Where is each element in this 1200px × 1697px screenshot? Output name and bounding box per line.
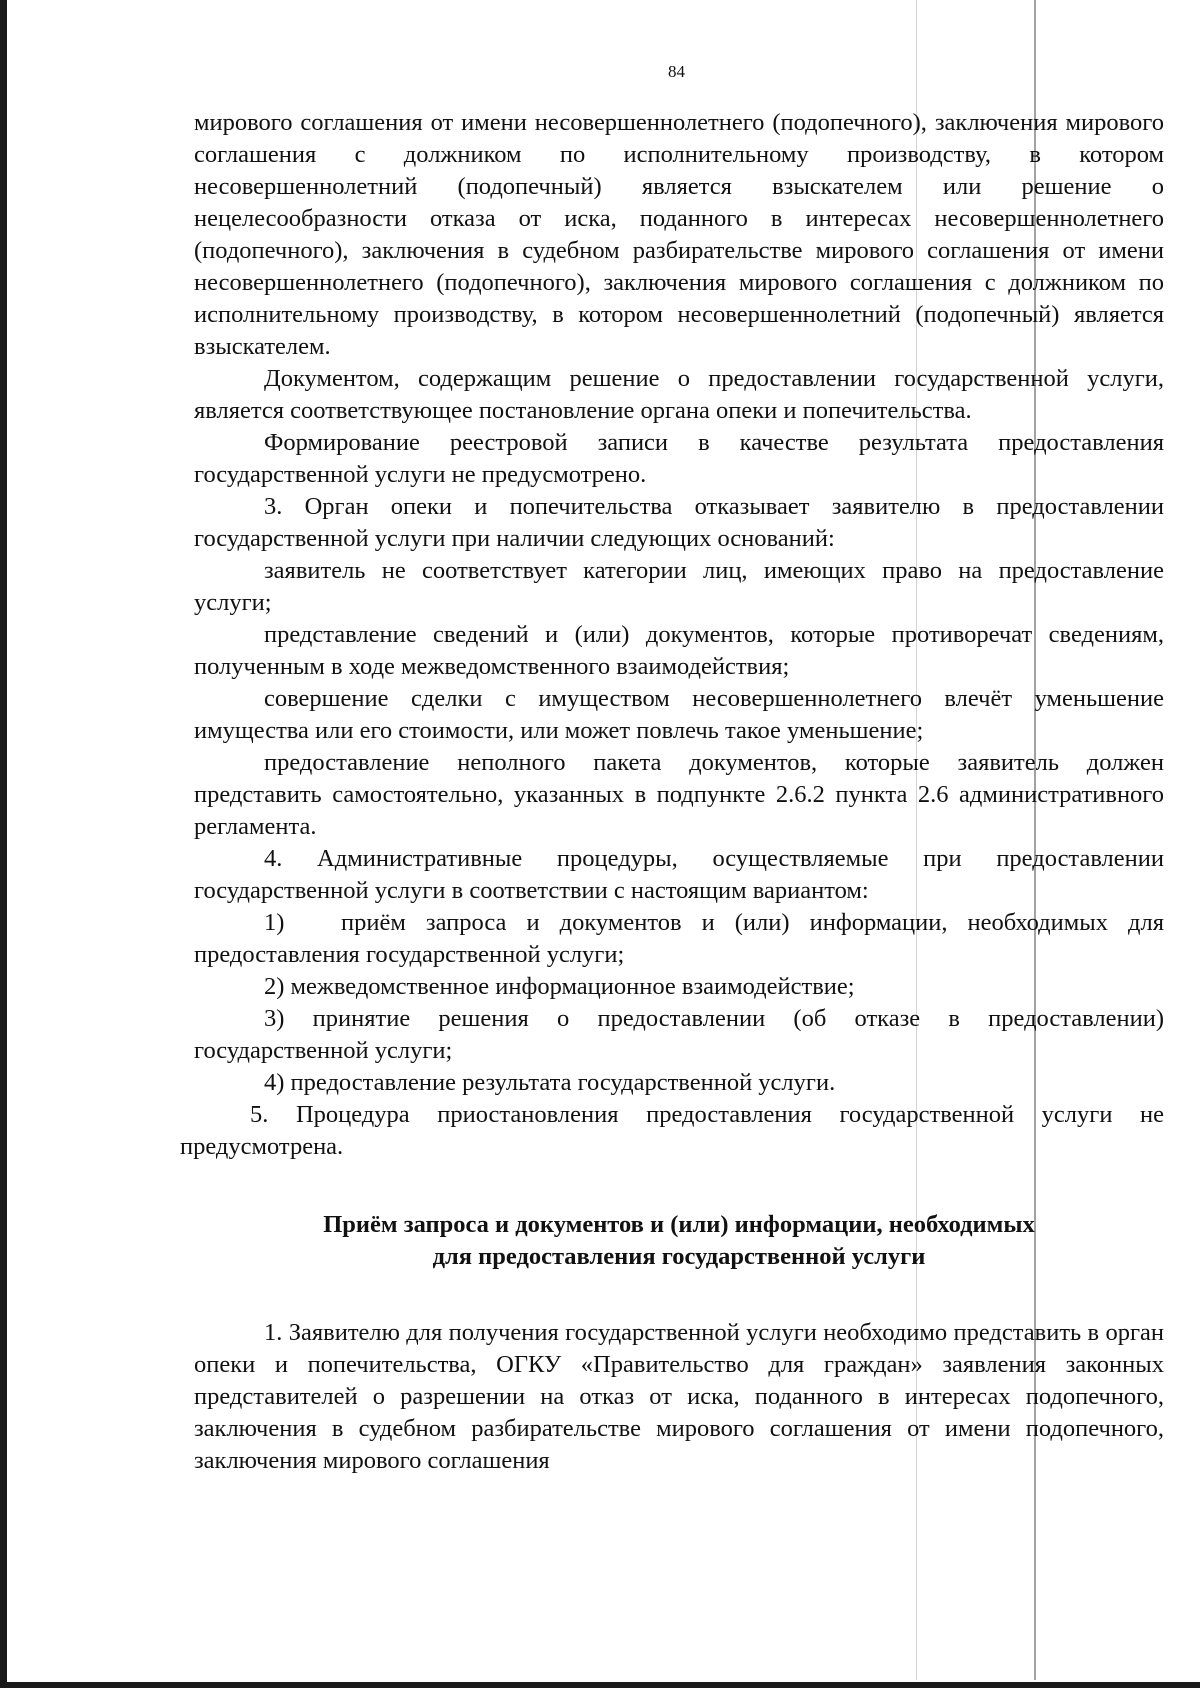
list-item-1 (194, 907, 1164, 971)
paragraph: 5. Процедура приостановления предоставления государственной услуги не предусмотрена. (180, 1101, 1164, 1160)
paragraphs-top (194, 107, 1164, 907)
section-heading-line-2: для предоставления государственной услуги (432, 1243, 926, 1270)
paragraph: заявитель не соответствует категории лиц, имеющих право на предоставление услуги; (194, 557, 1164, 616)
paragraph: представление сведений и (или) документов, которые противоречат сведениям, полученным в ходе межведомственного взаимодействия; (194, 621, 1164, 680)
paragraph: 2) межведомственное информационное взаимодействие; (264, 973, 855, 1000)
paragraph: 4. Административные процедуры, осуществляемые при предоставлении государственной услуги в соответствии с настоящим вариантом: (194, 845, 1164, 904)
paragraph: предоставление неполного пакета документов, которые заявитель должен представить самостоятельно, указанных в подпункте 2.6.2 пункта 2.6 административного регламента. (194, 749, 1164, 840)
page-number: 84 (668, 62, 685, 81)
scan-edge-bottom (0, 1682, 1200, 1688)
scan-edge-left (0, 0, 7, 1685)
paragraph: 3) принятие решения о предоставлении (об отказе в предоставлении) государственной услуги; (194, 1005, 1164, 1064)
paragraphs-bottom (194, 1317, 1164, 1477)
list-item-text: приём запроса и документов и (или) информации, необходимых для предоставления государственной услуги; (194, 909, 1164, 968)
paragraph: 1. Заявителю для получения государственной услуги необходимо представить в орган опеки и попечительства, ОГКУ «Правительство для граждан» заявления законных представителей о разрешении на отказ от иска, поданного в интересах подопечного, заключения в судебном разбирательстве мирового соглашения от имени подопечного, заключения мирового соглашения (194, 1319, 1164, 1474)
section-heading (194, 1209, 1164, 1273)
paragraph: 4) предоставление результата государственной услуги. (264, 1069, 836, 1096)
paragraph: Документом, содержащим решение о предоставлении государственной услуги, является соответствующее постановление органа опеки и попечительства. (194, 365, 1164, 424)
paragraph: мирового соглашения от имени несовершеннолетнего (подопечного), заключения мирового соглашения с должником по исполнительному производству, в котором несовершеннолетний (подопечный) является взыскателем или решение о нецелесообразности отказа от иска, поданного в интересах несовершеннолетнего (подопечного), заключения в судебном разбирательстве мирового соглашения от имени несовершеннолетнего (подопечного), заключения мирового соглашения с должником по исполнительному производству, в котором несовершеннолетний (подопечный) является взыскателем. (194, 109, 1164, 360)
list-item-number: 1) (264, 909, 285, 936)
section-heading-line-1: Приём запроса и документов и (или) информации, необходимых (323, 1211, 1035, 1238)
paragraph: совершение сделки с имуществом несовершеннолетнего влечёт уменьшение имущества или его стоимости, или может повлечь такое уменьшение; (194, 685, 1164, 744)
paragraphs-mid (180, 971, 1164, 1163)
paragraph: 3. Орган опеки и попечительства отказывает заявителю в предоставлении государственной услуги при наличии следующих оснований: (194, 493, 1164, 552)
document-body (180, 107, 1164, 1477)
paragraph: Формирование реестровой записи в качестве результата предоставления государственной услуги не предусмотрено. (194, 429, 1164, 488)
